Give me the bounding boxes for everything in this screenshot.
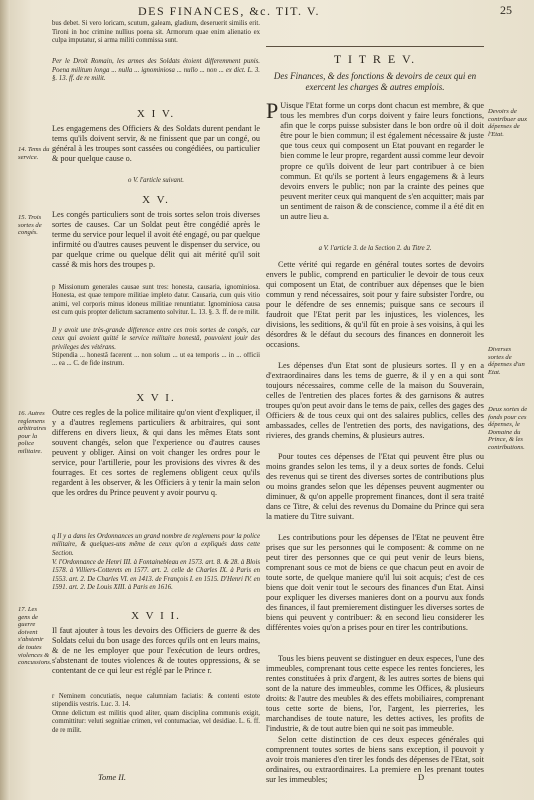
signature-mark: D	[418, 772, 425, 782]
section-15-heading: X V.	[142, 193, 170, 206]
left-top-latin: bus debet. Si vero loricam, scutum, galeam, gladium, deseruerit similis erit. Tironi in hoc crimine nullius poena sit. Armorum quae enim alienatio ex culpa imputatur, si arma militi commissa sunt.	[52, 20, 260, 44]
intro-text: Uisque l'Etat forme un corps dont chacun est membre, & que tous les membres d'un corps doivent y faire leurs fonctions, afin que le corps puisse subsister dans le bon ordre où il doit être pour le bien commun; il est également nécessaire & juste que tous ceux qui composent un Etat pouvant en regarder le bien comme le leur propre, regardent aussi comme leur devoir propre ce qu'ils doivent de leur part contribuer à ce bien commun. Et qu'ils se portent à leurs engagemens & à leurs devoirs envers le public; non par la crainte des peines que peuvent meriter ceux qui manquent de s'en acquitter; mais par un sentiment de raison & de conscience, comme il a été dit en un autre lieu a.	[280, 101, 484, 222]
section-16-text: Outre ces regles de la police militaire qu'on vient d'expliquer, il y a d'autres reglemens particuliers & arbitraires, qui sont differens en divers lieux, & qui dans les mêmes Etats sont souvent changés, selon que l'experience ou d'autres causes peuvent y obliger. Ainsi on voit changer les ordres pour le service, pour l'artillerie, pour les provisions des vivres & des fourrages. Et ces sortes de reglemens obligent ceux qu'ils regardent à les observer, & les Officiers à y tenir la main selon que les ordres du Prince peuvent y avoir pourvu q.	[52, 407, 260, 498]
left-top-note: Per le Droit Romain, les armes des Soldats étoient differemment punis. Poena militum longa ... nulla ... ignominiosa ... nullo ... non ... ex dict. L. 3. §. 13. ff. de re milit.	[52, 58, 260, 82]
right-column	[266, 52, 484, 786]
drop-cap: P	[266, 98, 279, 123]
left-column	[52, 20, 260, 736]
paragraph-2: Cette vérité qui regarde en général toutes sortes de devoirs envers le public, comprend en particulier le devoir de tous ceux qui composent un Etat, de contribuer aux dépenses que le bien commun y rend nécessaires, soit pour y faire subsister l'ordre, ou pour le défendre de ses ennemis; puisque sans ce secours il faudroit que l'Etat perit par les injustices, les violences, les divisions, les seditions, & qu'il fût en proie à ses voisins, à qui les désordres & le défaut du secours des finances en donneroit les occasions.	[266, 259, 484, 350]
section-16-notes-2: V. l'Ordonnance de Henri III. à Fontainebleau en 1573. art. 8. & 28. à Blois 1578. à Villiers-Cotterets en 1577. art. 2. celle de Charles IX. à Paris en 1553. art. 2. De Charles VI. en 1413. de François I. en 1515. D'Henri IV. en 1591. art. 2. De Louis XIII. à Paris en 1616.	[52, 558, 260, 591]
margin-note-devoirs: Devoirs de contribuer aux dépenses de l'Etat.	[488, 108, 528, 138]
margin-note-diverses: Diverses sortes de dépenses d'un Etat.	[488, 346, 525, 376]
paragraph-3: Les dépenses d'un Etat sont de plusieurs sortes. Il y en a d'extraordinaires dans les tems de guerre, & il y en a qui sont toujours nécessaires, comme celle de la maison du Souverain, celles de l'entretien des places fortes & des garnisons & autres troupes qu'on peut avoir dans le tems de paix, celles des gages des Officiers & de tous ceux qui ont des salaires publics, celles des ambassades, celles de l'entretien des ports, des navigations, des rivieres, des grands chemins, & plusieurs autres.	[266, 360, 484, 441]
page-number: 25	[500, 3, 512, 17]
running-title: DES FINANCES, &c. TIT. V.	[138, 4, 320, 18]
section-14-text: Les engagemens des Officiers & des Soldats durent pendant le tems qu'ils doivent servir, & ne finissent que par un congé, ou général à les troupes sont cassées ou congédiées, ou particulier & pour quelque cause o.	[52, 124, 260, 164]
paragraph-5: Les contributions pour les dépenses de l'Etat ne peuvent être prises que sur les personnes qui le composent: & comme on ne peut tirer des personnes que ce qui peut venir de leurs biens, comprenant sous ce mot de biens ce que chacun peut en avoir de toute sorte, de quelque maniere qu'il lui soit acquis; c'est de ces biens que doit venir tout le secours des finances d'un Etat. Ainsi pour expliquer les diverses manieres dont on a pourvu aux fonds des finances, il faut premierement distinguer les diverses sortes de biens qui peuvent y contribuer: & en second lieu considerer les différentes voies qu'on a prises pour en tirer les contributions.	[266, 532, 484, 633]
title-subtitle: Des Finances, & des fonctions & devoirs de ceux qui en exercent les charges & autres emplois.	[273, 71, 477, 92]
intro-block	[266, 98, 484, 242]
margin-note-14: 14. Tems du service.	[18, 146, 50, 161]
margin-note-16: 16. Autres reglemens arbitraires pour la police militaire.	[18, 410, 47, 455]
intro-note: a V. l'article 3. de la Section 2. du Titre 2.	[318, 245, 432, 252]
section-16-heading: X V I.	[136, 391, 176, 404]
section-14-heading: X I V.	[136, 108, 176, 120]
section-17-notes-2: Omne delictum est militis quod aliter, quam disciplina communis exigit, committitur: veluti segnitiae crimen, vel contumaciae, vel desidiae. L. 6. ff. de re milit.	[52, 709, 260, 734]
left-footer-volume: Tome II.	[98, 772, 127, 782]
paragraph-7: Selon cette distinction de ces deux especes générales qui comprennent toutes sortes de biens sans exception, il pouvoit y avoir trois manieres d'en tirer les fonds des dépenses de l'Etat, soit ordinaires, ou extraordinaires. La premiere en les prenant toutes sur les immeubles;	[266, 734, 484, 784]
margin-note-15: 15. Trois sortes de congés.	[18, 214, 42, 237]
paragraph-6: Tous les biens peuvent se distinguer en deux especes, l'une des immeubles, comprenant tous cette espece les rentes foncieres, les rentes constituées à prix d'argent, & les autres sortes de biens qui sont de la nature des immeubles, comme les Offices, & plusieurs droits: & l'autre des meubles & des effets mobiliaires, comprenant tous cette sorte de biens, l'or, l'argent, les pierreries, les marchandises de toute nature, les dettes actives, les profits de l'industrie, & de tout autre bien qui ne soit pas immeuble.	[266, 653, 484, 734]
book-spine-shadow	[0, 0, 10, 800]
section-17-heading: X V I I.	[131, 609, 181, 622]
margin-note-17: 17. Les gens de guerre doivent s'abstenir de toutes violences & concussions.	[18, 606, 52, 667]
section-14-note: o V. l'article suivant.	[128, 177, 184, 184]
section-16-notes: q Il y a dans les Ordonnances un grand nombre de reglemens pour la police militaire, & quelques-uns même de ceux qu'on a expliqués dans cette Section.	[52, 532, 260, 557]
section-17-text: Il faut ajouter à tous les devoirs des Officiers de guerre & des Soldats celui du bon usage des forces qu'ils ont en leurs mains, & de ne les employer que pour l'exécution de leurs ordres, s'abstenant de toutes violences & de toutes oppressions, & se contentant de ce qui leur est réglé par le Prince r.	[52, 625, 260, 675]
section-15-notes: p Missionum generales causae sunt tres: honesta, causaria, ignominiosa. Honesta, est quae tempore militiae impleto datur. Causaria, cum quis vitio animi, vel corporis minus idoneus militiae renuntiatur. Ignominiosa causa est cum quis propter delictum sacramento solvitur. L. 13. §. 3. ff. de re milit.	[52, 283, 260, 316]
title-heading: T I T R E V.	[333, 52, 417, 66]
section-15-text: Les congés particuliers sont de trois sortes selon trois diverses sortes de causes. Car un Soldat peut être congédié après le terme du service pour lequel il avoit été engagé, ou par quelque infirmité ou d'autres causes peuvent le dispenser du service, ou par quelque crime ou quelque délit qui ait mérité qu'il soit cassé & mis hors des troupes p.	[52, 209, 260, 269]
section-15-notes-2: Il y avoit une très-grande difference entre ces trois sortes de congés, car ceux qui avoient quitté le service militaire honestâ, pouvoient jouir des privileges des vétérans.	[52, 326, 260, 351]
section-15-notes-3: Stipendia ... honestâ facerent ... non solum ... ut ea temporis ... in ... officii ... ea ... C. de fide instrum.	[52, 351, 260, 367]
paragraph-4: Pour toutes ces dépenses de l'Etat qui peuvent être plus ou moins grandes selon les tems, il y a deux sortes de fonds. Celui des revenus qui se tirent des diverses sortes de contributions plus ou moins grandes selon que les dépenses peuvent augmenter ou diminuer, & qu'on appelle proprement finances, dont il sera traité dans ce Titre, & celui des revenus du Domaine du Prince qui sera la matiere du Titre suivant.	[266, 451, 484, 522]
section-17-notes: r Neminem concutiatis, neque calumniam faciatis: & contenti estote stipendiis vestris. Luc. 3. 14.	[52, 692, 260, 708]
margin-note-deux-sortes: Deux sortes de fonds pour ces dépenses, le Domaine du Prince, & les contributions.	[488, 406, 528, 451]
title-top-rule	[266, 46, 484, 47]
